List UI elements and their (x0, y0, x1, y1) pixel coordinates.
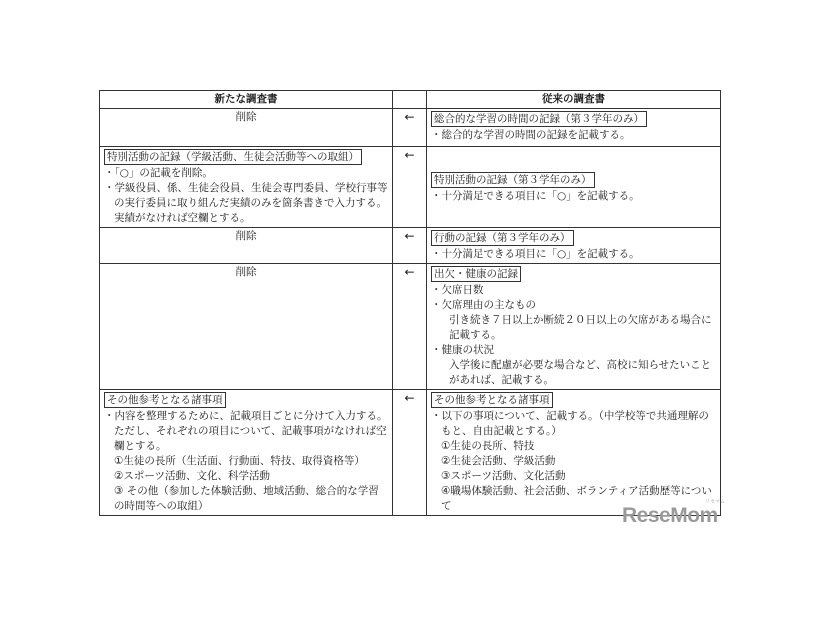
arrow-icon: ← (393, 264, 427, 390)
left-deleted: 削除 (100, 228, 393, 264)
table-row (100, 228, 721, 264)
line: ・学級役員、係、生徒会役員、生徒会専門委員、学校行事等の実行委員に取り組んだ実績のみを箇条書きで入力する。実績がなければ空欄とする。 (104, 182, 388, 224)
table-row (100, 264, 721, 390)
right-cell (427, 390, 721, 516)
right-cell (427, 264, 721, 390)
line: ③ その他（参加した体験活動、地域活動、総合的な学習の時間等への取組） (114, 485, 379, 512)
section-title: 特別活動の記録（第３学年のみ） (431, 172, 595, 188)
line: ・健康の状況 (431, 344, 494, 356)
arrow-icon: ← (393, 228, 427, 264)
arrow-icon: ← (393, 109, 427, 147)
line: ②生徒会活動、学級活動 (441, 455, 556, 467)
line: ・欠席日数 (431, 284, 484, 296)
line: ・欠席理由の主なもの (431, 299, 536, 311)
line: ②スポーツ活動、文化、科学活動 (114, 470, 270, 482)
arrow-icon: ← (393, 390, 427, 516)
line: 引き続き７日以上か断続２０日以上の欠席がある場合に記載する。 (449, 314, 712, 341)
left-deleted: 削除 (100, 264, 393, 390)
header-new: 新たな調査書 (100, 91, 393, 109)
arrow-icon: ← (393, 147, 427, 228)
header-old: 従来の調査書 (427, 91, 721, 109)
line: ①生徒の長所、特技 (441, 440, 535, 452)
line: ③スポーツ活動、文化活動 (441, 470, 566, 482)
resemom-logo: ReseMom (622, 504, 718, 527)
section-title: 行動の記録（第３学年のみ） (431, 230, 574, 246)
right-cell (427, 109, 721, 147)
line: 入学後に配慮が必要な場合など、高校に知らせたいことがあれば、記載する。 (449, 359, 712, 386)
header-spacer (393, 91, 427, 109)
header-row (100, 91, 721, 109)
right-cell (427, 147, 721, 228)
section-title: 特別活動の記録（学級活動、生徒会活動等への取組） (104, 149, 362, 165)
table-row (100, 390, 721, 516)
section-title: その他参考となる諸事項 (431, 392, 553, 408)
line: ・十分満足できる項目に「○」を記載する。 (431, 189, 640, 202)
line: ・内容を整理するために、記載項目ごとに分けて入力する。ただし、それぞれの項目について、記載事項がなければ空欄とする。 (104, 410, 388, 452)
left-deleted: 削除 (100, 109, 393, 147)
left-cell (100, 390, 393, 516)
line: ④職場体験活動、社会活動、ボランティア活動歴等について (441, 485, 712, 512)
table-row (100, 109, 721, 147)
line: ・「○」の記載を削除。 (104, 167, 213, 179)
line: ①生徒の長所（生活面、行動面、特技、取得資格等） (114, 455, 365, 467)
right-cell (427, 228, 721, 264)
table-row (100, 147, 721, 228)
section-title: その他参考となる諸事項 (104, 392, 226, 408)
line: ・十分満足できる項目に「○」を記載する。 (431, 248, 640, 260)
line: ・総合的な学習の時間の記録を記載する。 (431, 129, 631, 141)
left-cell (100, 147, 393, 228)
line: ・以下の事項について、記載する。（中学校等で共通理解のもと、自由記載とする。） (431, 410, 709, 437)
comparison-table (99, 90, 721, 516)
section-title: 出欠・健康の記録 (431, 266, 521, 282)
section-title: 総合的な学習の時間の記録（第３学年のみ） (431, 111, 647, 127)
logo-kana: リセマム (705, 499, 725, 505)
